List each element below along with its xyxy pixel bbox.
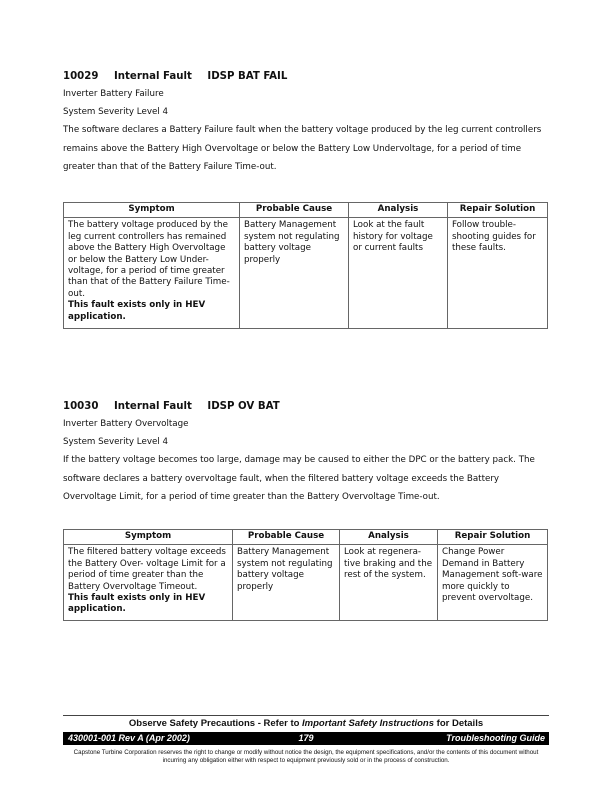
fault-table: [63, 202, 548, 329]
fault-type: Internal Fault: [114, 71, 192, 82]
cause-cell: Battery Management system not regulating battery voltage properly: [233, 545, 340, 621]
analysis-cell: Look at regenera-tive braking and the rest of the system.: [340, 545, 438, 621]
repair-cell: Change Power Demand in Battery Management soft-ware more quickly to prevent overvoltage.: [438, 545, 548, 621]
fault-name: Inverter Battery Overvoltage: [63, 419, 189, 429]
safety-suffix: for Details: [434, 718, 484, 729]
symptom-note: This fault exists only in HEV application.: [68, 300, 206, 322]
fault-name: Inverter Battery Failure: [63, 89, 164, 99]
footer-bar: [63, 732, 549, 745]
fault-id: IDSP OV BAT: [207, 401, 280, 412]
repair-cell: Follow trouble-shooting guides for these faults.: [448, 218, 548, 329]
header-repair-solution: Repair Solution: [438, 530, 548, 545]
header-probable-cause: Probable Cause: [240, 203, 349, 218]
symptom-text: The filtered battery voltage exceeds the Battery Over- voltage Limit for a period of time greater than the Battery Overvoltage Timeout.: [68, 547, 226, 592]
symptom-cell: [64, 545, 233, 621]
table-header-row: [64, 530, 548, 545]
header-analysis: Analysis: [349, 203, 448, 218]
fault-section-10029: [63, 69, 549, 322]
fault-severity: System Severity Level 4: [63, 107, 169, 118]
header-symptom: Symptom: [64, 530, 233, 545]
fault-id: IDSP BAT FAIL: [207, 71, 288, 82]
fault-heading: [63, 69, 549, 85]
header-symptom: Symptom: [64, 203, 240, 218]
header-probable-cause: Probable Cause: [233, 530, 340, 545]
symptom-cell: [64, 218, 240, 329]
fault-description: The software declares a Battery Failure fault when the battery voltage produced by the leg current controllers remains above the Battery High Overvoltage or below the Battery Low Undervoltage, for a period of time greater than that of the Battery Failure Time-out.: [63, 125, 542, 172]
fault-heading: [63, 399, 549, 415]
guide-title: Troubleshooting Guide: [446, 733, 545, 743]
header-repair-solution: Repair Solution: [448, 203, 548, 218]
analysis-cell: Look at the fault history for voltage or current faults: [349, 218, 448, 329]
symptom-note: This fault exists only in HEV application.: [68, 593, 206, 615]
safety-prefix: Observe Safety Precautions - Refer to: [128, 718, 303, 729]
fault-section-10030: [63, 399, 549, 615]
page-footer: [63, 715, 549, 765]
fault-code: 10030: [63, 401, 99, 412]
cause-cell: Battery Management system not regulating battery voltage properly: [240, 218, 349, 329]
fault-severity: System Severity Level 4: [63, 437, 169, 448]
fault-description: If the battery voltage becomes too large, damage may be caused to either the DPC or the battery pack. The software declares a battery overvoltage fault, when the filtered battery voltage exceeds the Battery Overvoltage Limit, for a period of time greater than the Battery Overvoltage Time-out.: [63, 455, 535, 502]
symptom-text: The battery voltage produced by the leg current controllers has remained above the Battery High Overvoltage or below the Battery Low Under-voltage, for a period of time greater than that of the Battery Failure Time-out.: [68, 220, 230, 299]
fault-type: Internal Fault: [114, 401, 192, 412]
header-analysis: Analysis: [340, 530, 438, 545]
table-header-row: [64, 203, 548, 218]
page-number: 179: [298, 733, 314, 743]
safety-link-text: Important Safety Instructions: [302, 718, 435, 729]
table-row: [64, 545, 548, 621]
doc-number: 430001-001 Rev A (Apr 2002): [68, 733, 190, 743]
fault-code: 10029: [63, 71, 99, 82]
safety-notice: [63, 718, 549, 730]
footer-rule: [63, 715, 549, 716]
disclaimer: Capstone Turbine Corporation reserves the right to change or modify without notice the design, the equipment specifications, and/or the contents of this document without incurring any obligation either with respect to equipment previously sold or in the process of construction.: [73, 749, 539, 764]
fault-table: [63, 529, 548, 621]
table-row: [64, 218, 548, 329]
